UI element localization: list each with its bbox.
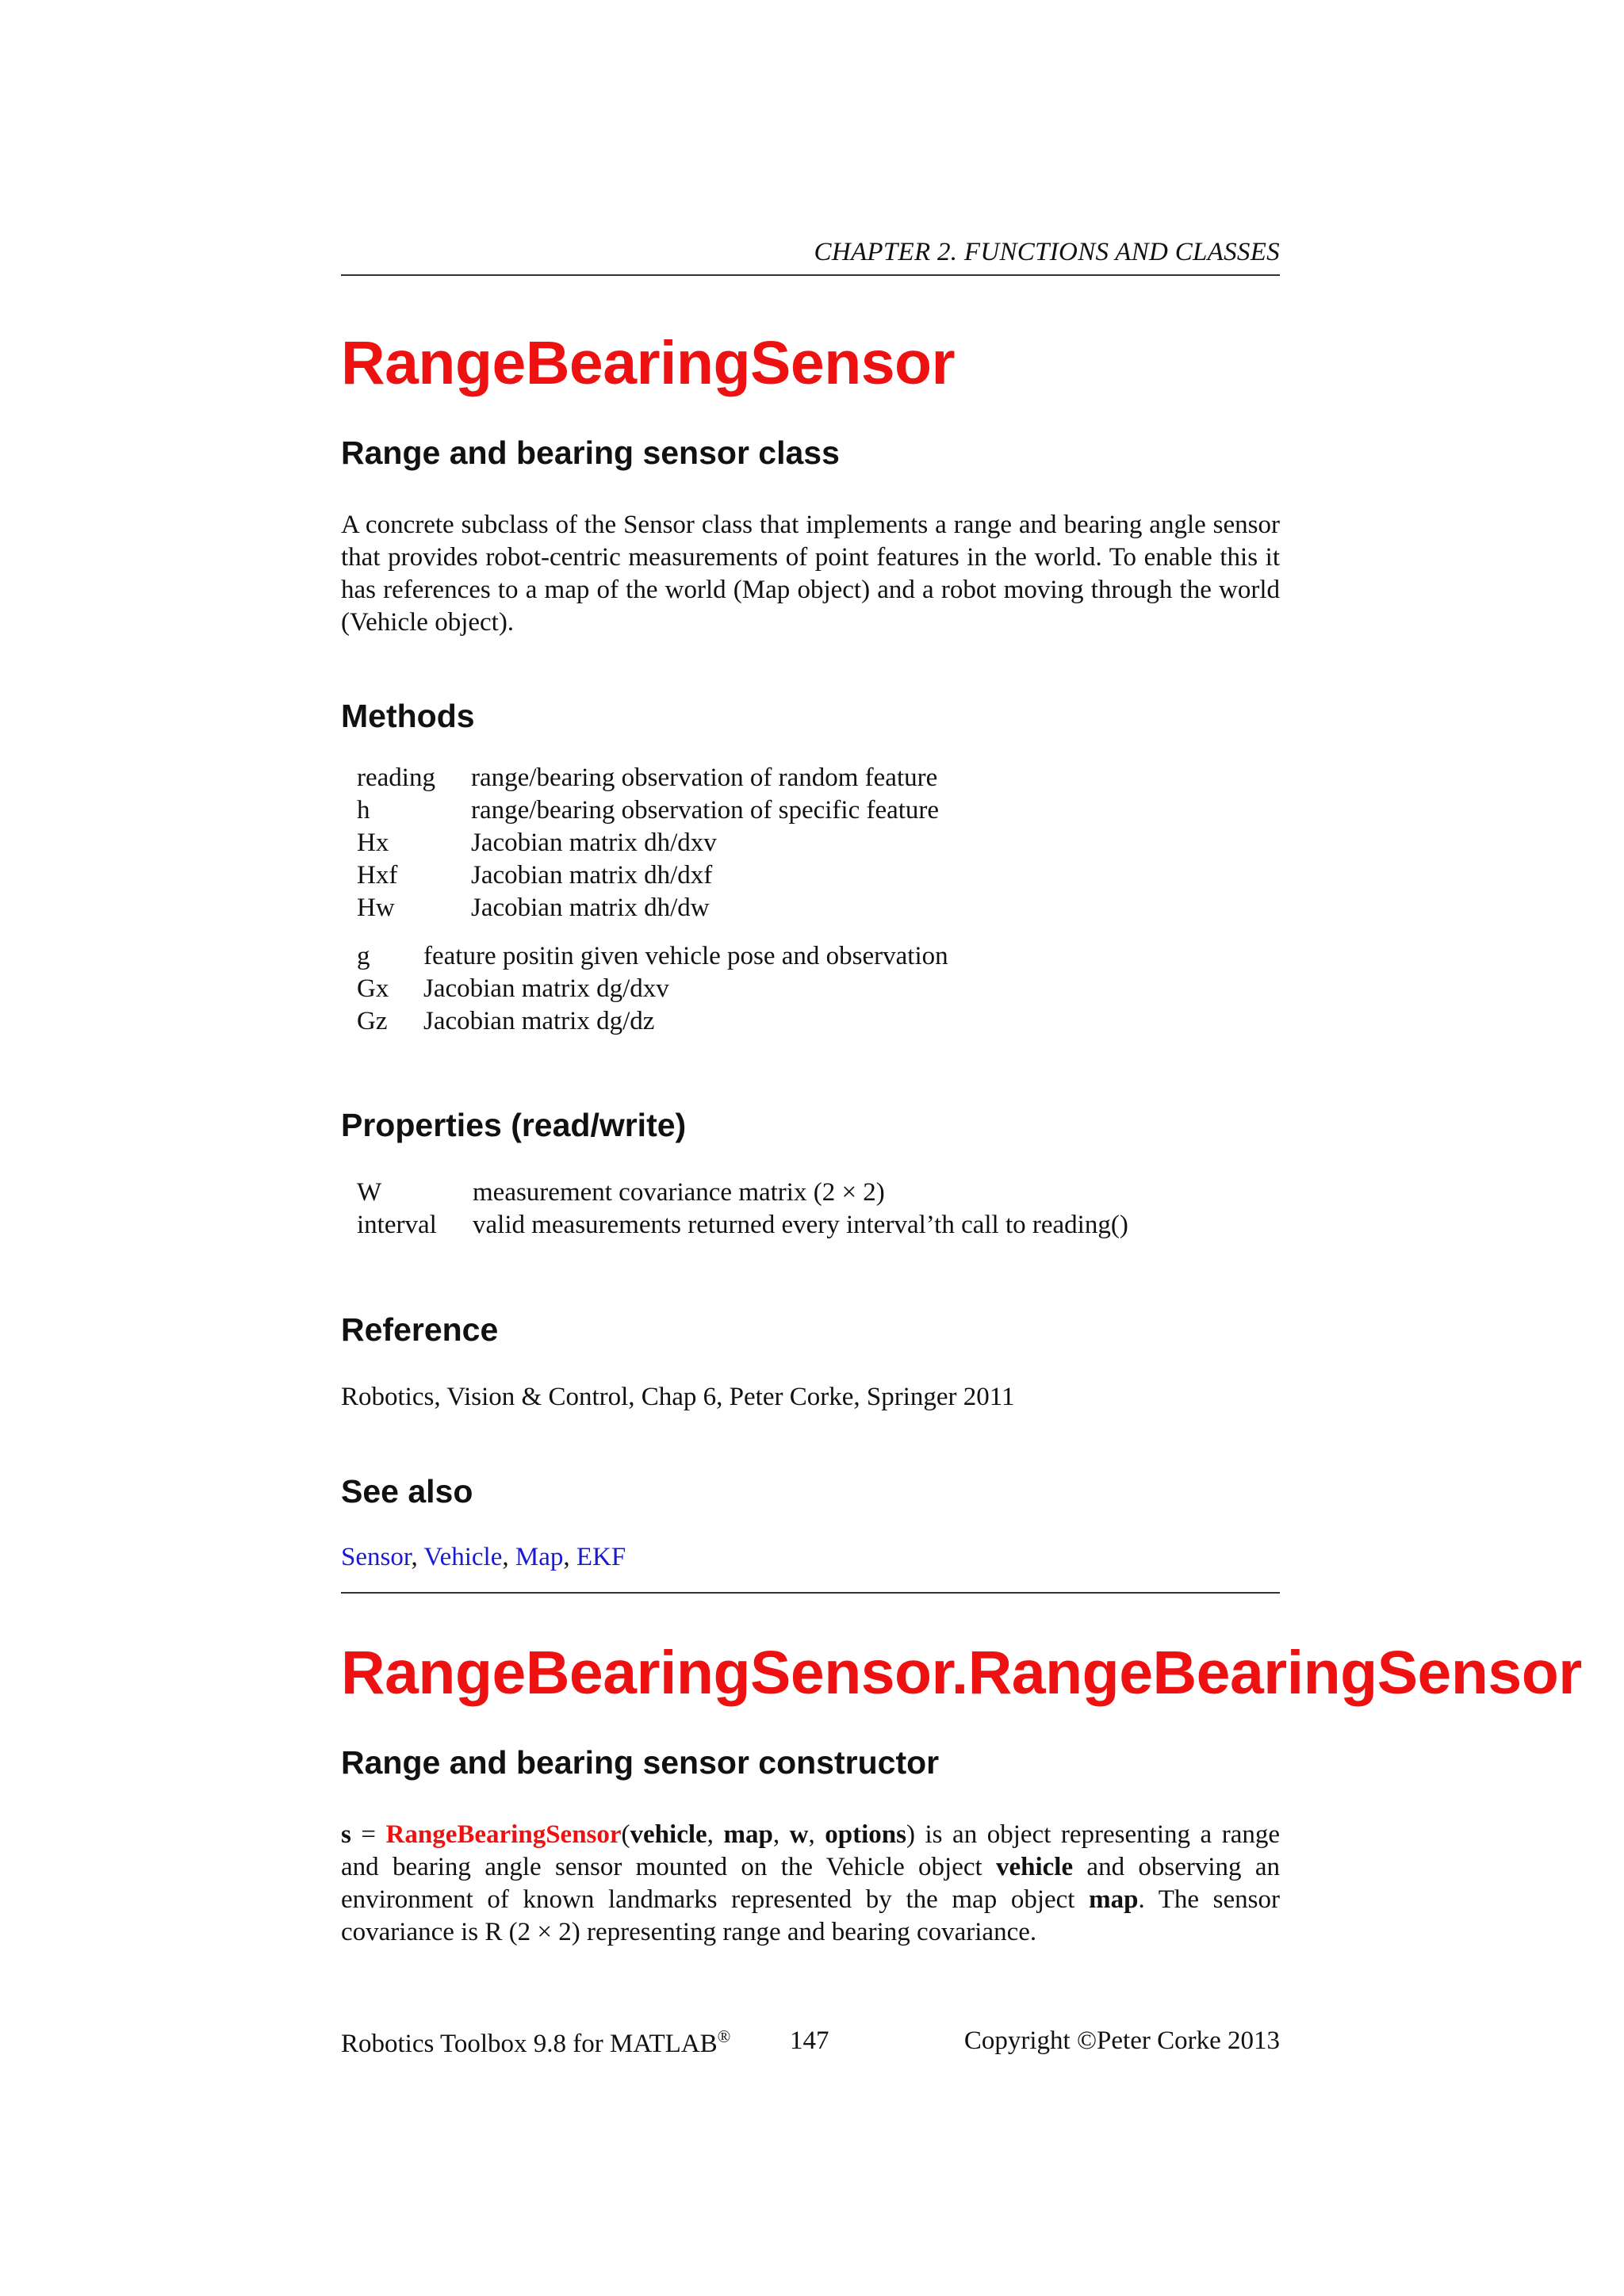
- class-title: RangeBearingSensor: [341, 329, 956, 397]
- see-also-heading: See also: [341, 1473, 473, 1510]
- reference-text: Robotics, Vision & Control, Chap 6, Peter Corke, Springer 2011: [341, 1383, 1015, 1411]
- method-desc: Jacobian matrix dh/dxf: [471, 861, 713, 890]
- method-name: Gx: [357, 974, 389, 1003]
- sig-return-var: s: [341, 1820, 351, 1849]
- method-name: reading: [357, 763, 435, 792]
- method-name: Hxf: [357, 861, 398, 890]
- method-desc: Jacobian matrix dh/dw: [471, 894, 710, 922]
- method-desc: feature positin given vehicle pose and observation: [423, 942, 948, 970]
- property-name: W: [357, 1178, 382, 1207]
- reference-heading: Reference: [341, 1311, 499, 1348]
- class-subtitle: Range and bearing sensor class: [341, 434, 840, 471]
- see-also-link-sensor[interactable]: Sensor: [341, 1543, 412, 1571]
- see-also-links: Sensor, Vehicle, Map, EKF: [341, 1543, 626, 1571]
- property-name: interval: [357, 1211, 437, 1239]
- property-desc: measurement covariance matrix (2 × 2): [473, 1178, 885, 1207]
- method-name: g: [357, 942, 370, 970]
- property-desc: valid measurements returned every interval’th call to reading(): [473, 1211, 1128, 1239]
- constructor-title: RangeBearingSensor.RangeBearingSensor: [341, 1639, 1582, 1707]
- sig-arg-options: options: [825, 1820, 906, 1849]
- footer-left: Robotics Toolbox 9.8 for MATLAB®: [341, 2026, 731, 2058]
- method-desc: Jacobian matrix dg/dxv: [423, 974, 669, 1003]
- constructor-description: s = RangeBearingSensor(vehicle, map, w, options) is an object representing a range and bearing angle sensor mounted on the Vehicle object vehicle and observing an environment of known landmarks represented by the map object map. The sensor covariance is R (2 × 2) representing range and bearing covariance.: [341, 1820, 1281, 1946]
- method-name: Gz: [357, 1007, 388, 1035]
- methods-heading: Methods: [341, 698, 475, 734]
- method-name: Hx: [357, 828, 389, 857]
- method-desc: Jacobian matrix dh/dxv: [471, 828, 717, 857]
- properties-heading: Properties (read/write): [341, 1107, 687, 1143]
- page-number: 147: [790, 2026, 829, 2055]
- header-rule: [341, 274, 1280, 276]
- registered-mark: ®: [717, 2026, 731, 2046]
- method-desc: range/bearing observation of specific feature: [471, 796, 940, 825]
- running-head: CHAPTER 2. FUNCTIONS AND CLASSES: [814, 238, 1280, 266]
- method-desc: Jacobian matrix dg/dz: [423, 1007, 655, 1035]
- constructor-subtitle: Range and bearing sensor constructor: [341, 1744, 940, 1781]
- sig-function-name: RangeBearingSensor: [385, 1820, 622, 1849]
- see-also-link-map[interactable]: Map: [515, 1543, 564, 1571]
- class-description: A concrete subclass of the Sensor class that implements a range and bearing angle sensor that provides robot-centric measurements of point features in the world. To enable this it has references to a map of the world (Map object) and a robot moving through the world (Vehicle object).: [341, 511, 1280, 637]
- method-name: Hw: [357, 894, 395, 922]
- see-also-link-ekf[interactable]: EKF: [576, 1543, 626, 1571]
- footer-copyright: Copyright ©Peter Corke 2013: [963, 2026, 1280, 2055]
- sig-arg-w: w: [789, 1820, 809, 1849]
- see-also-link-vehicle[interactable]: Vehicle: [423, 1543, 503, 1571]
- section-separator-rule: [341, 1592, 1280, 1594]
- method-name: h: [357, 796, 370, 825]
- method-desc: range/bearing observation of random feature: [471, 763, 938, 792]
- sig-arg-map: map: [723, 1820, 773, 1849]
- document-page: [341, 0, 1582, 2296]
- sig-arg-vehicle: vehicle: [630, 1820, 707, 1849]
